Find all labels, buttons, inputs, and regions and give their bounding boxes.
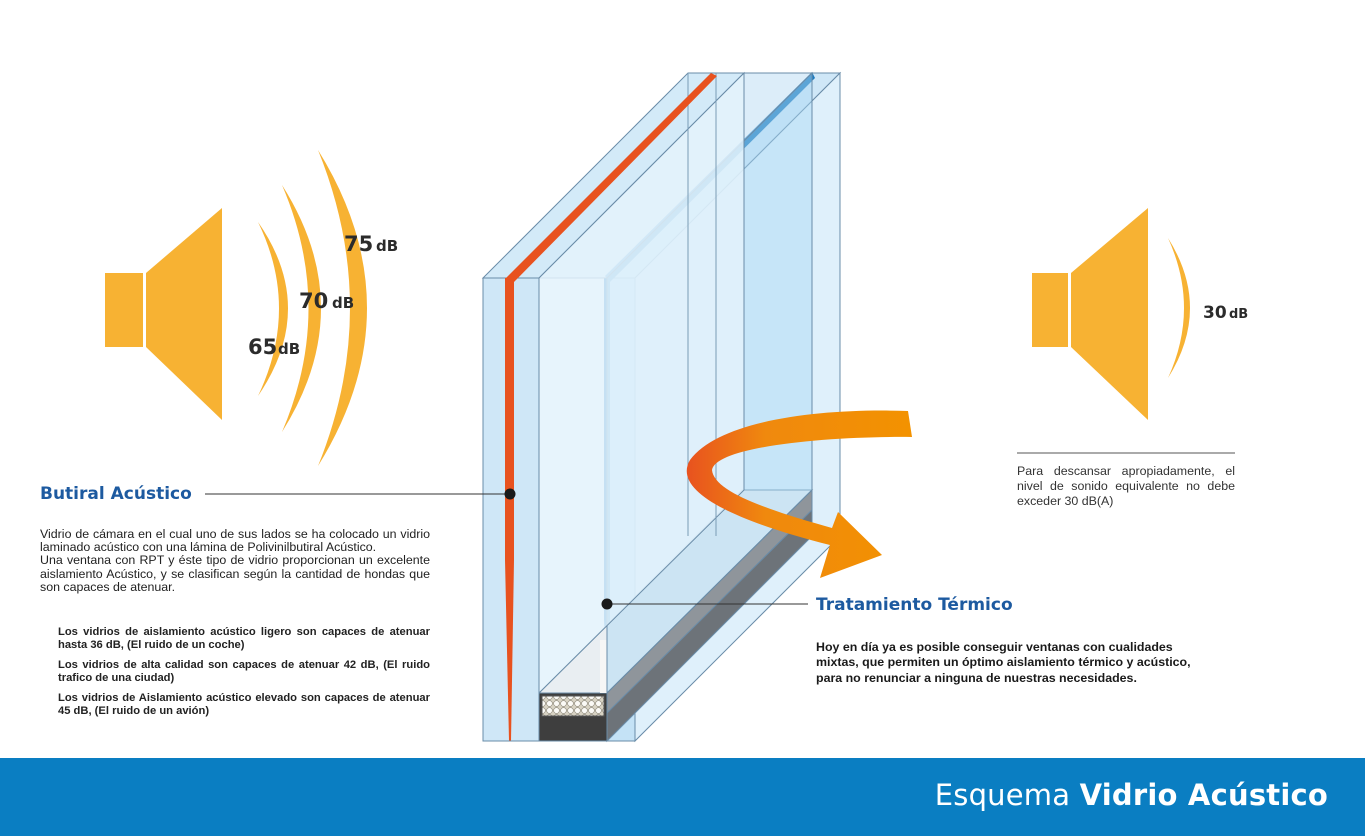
termico-title: Tratamiento Térmico — [816, 595, 1013, 615]
db-value: 75 — [344, 232, 374, 256]
butiral-description — [40, 528, 430, 594]
db-unit: dB — [332, 294, 355, 312]
speaker-icon-left — [105, 208, 222, 420]
db-value: 65 — [248, 335, 278, 359]
db-label-75 — [344, 232, 398, 256]
attenuation-list — [58, 626, 430, 726]
db-unit: dB — [278, 340, 301, 358]
footer-title-light: Esquema — [934, 778, 1080, 812]
footer-title-bold: Vidrio Acústico — [1079, 778, 1328, 812]
footer-title — [935, 778, 1328, 812]
sound-wave-icon — [1168, 238, 1190, 378]
db-label-65 — [248, 335, 300, 359]
db-unit: dB — [1229, 307, 1249, 322]
butiral-title: Butiral Acústico — [40, 484, 192, 504]
sleep-noise-note: Para descansar apropiadamente, el nivel de sonido equivalente no debe exceder 30 dB(A) — [1017, 464, 1235, 509]
butiral-paragraph: Una ventana con RPT y éste tipo de vidrio proporcionan un excelente aislamiento Acústico, y se clasifican según la cantidad de hondas que son capaces de atenuar. — [40, 553, 430, 594]
db-value: 30 — [1203, 303, 1227, 323]
db-value: 70 — [299, 289, 329, 313]
db-unit: dB — [376, 237, 399, 255]
list-item: Los vidrios de Aislamiento acústico elevado son capaces de atenuar 45 dB, (El ruido de un avión) — [58, 692, 430, 717]
db-label-70 — [299, 289, 354, 313]
butiral-paragraph: Vidrio de cámara en el cual uno de sus lados se ha colocado un vidrio laminado acústico con una lámina de Polivinilbutiral Acústico. — [40, 527, 430, 555]
termico-description: Hoy en día ya es posible conseguir ventanas con cualidades mixtas, que permiten un óptimo aislamiento térmico y acústico, para no renunciar a ninguna de nuestras necesidades. — [816, 640, 1191, 685]
list-item: Los vidrios de alta calidad son capaces de atenuar 42 dB, (El ruido trafico de una ciudad) — [58, 659, 430, 684]
double-glazing-unit — [483, 72, 840, 741]
db-label-30 — [1203, 303, 1248, 323]
speaker-icon-right — [1032, 208, 1148, 420]
butiral-callout — [205, 489, 516, 500]
list-item: Los vidrios de aislamiento acústico ligero son capaces de atenuar hasta 36 dB, (El ruido de un coche) — [58, 626, 430, 651]
footer-bar — [0, 758, 1365, 836]
